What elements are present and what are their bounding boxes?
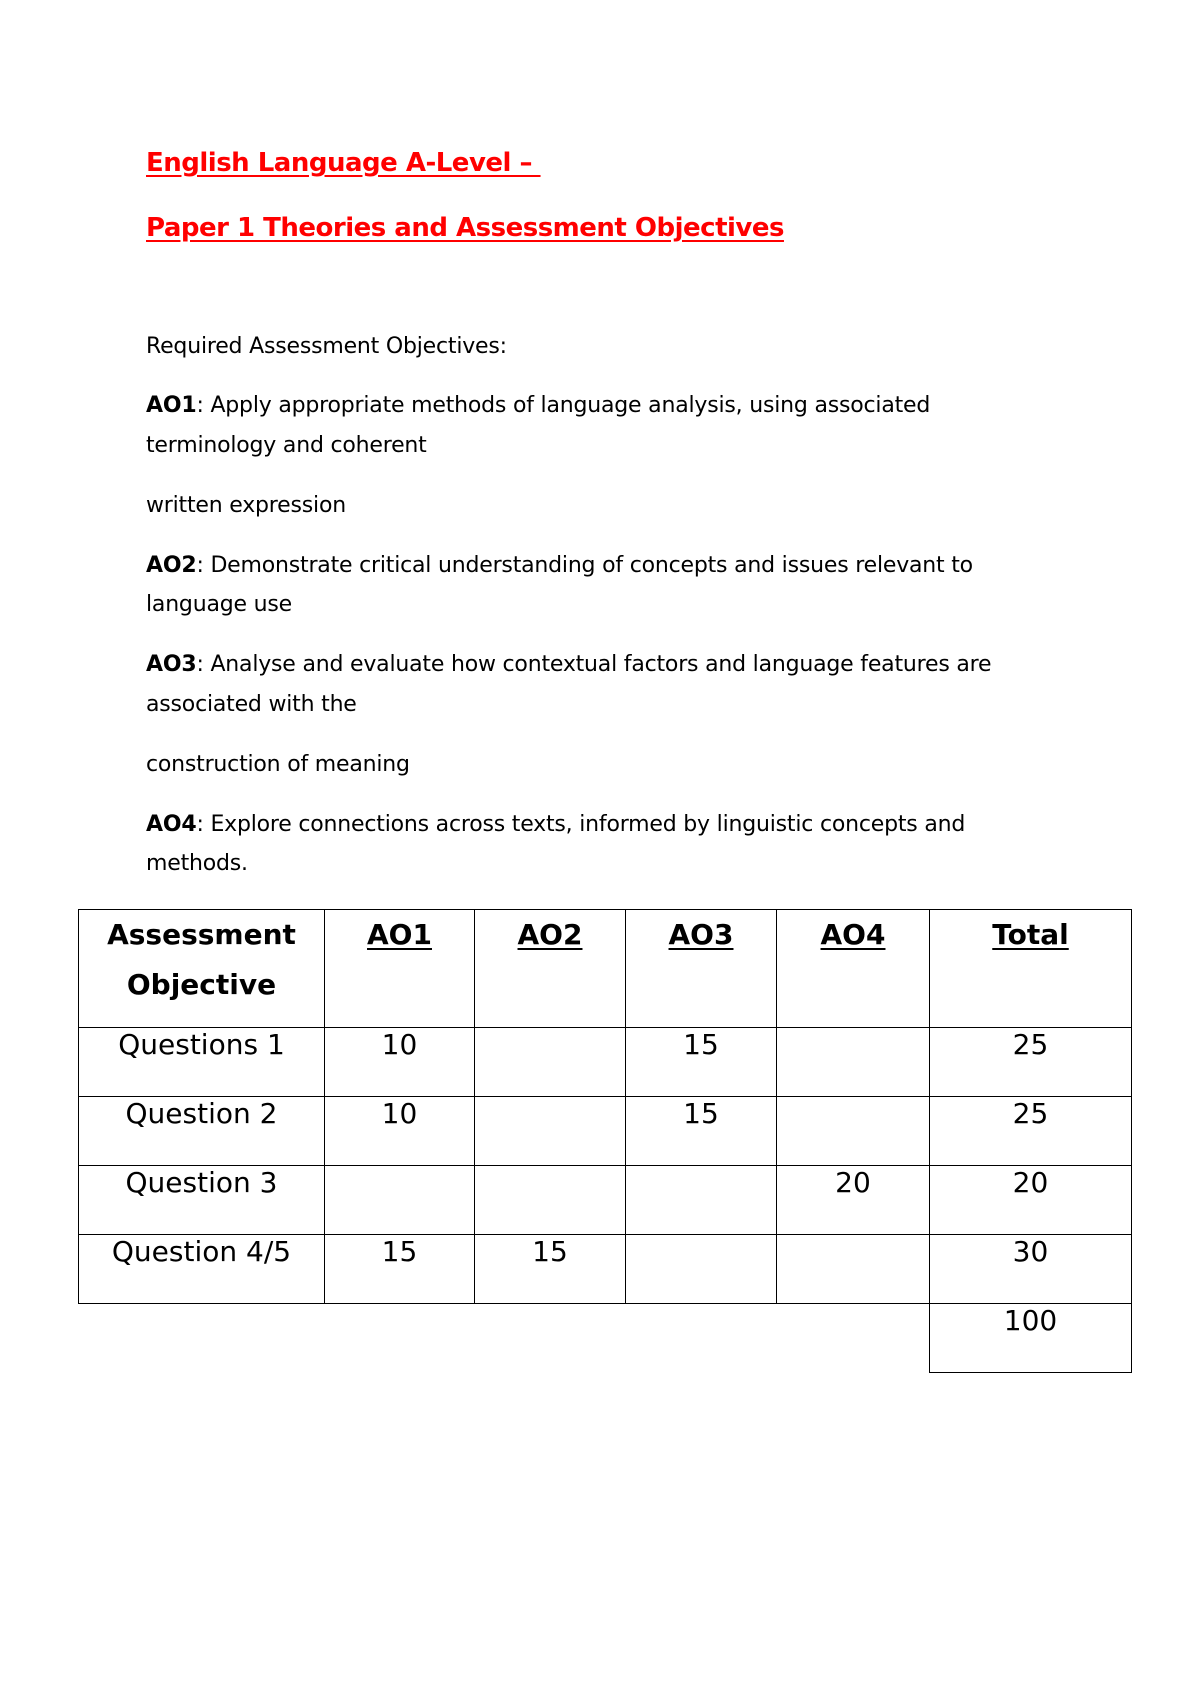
ao4-label: AO4: [146, 812, 197, 837]
ao3-description-line-3: construction of meaning: [146, 752, 410, 777]
ao2-description-line-1: [146, 553, 973, 578]
table-header-row: [79, 910, 1132, 1028]
grand-total-cell: 100: [930, 1304, 1132, 1373]
cell-ao2: [475, 1028, 626, 1097]
ao1-description-line-2: terminology and coherent: [146, 433, 427, 458]
ao4-description-line-1: [146, 812, 965, 837]
ao3-label: AO3: [146, 652, 197, 677]
header-total: Total: [930, 910, 1132, 1028]
row-question-name: Question 4/5: [79, 1235, 325, 1304]
ao4-description-line-2: methods.: [146, 851, 248, 876]
table-row: [79, 1028, 1132, 1097]
cell-ao4: [777, 1097, 930, 1166]
ao2-label: AO2: [146, 553, 197, 578]
header-objective-line-1: Assessment: [107, 918, 296, 951]
ao3-text: : Analyse and evaluate how contextual factors and language features are: [196, 652, 992, 677]
header-assessment-objective: [79, 910, 325, 1028]
ao3-description-line-1: [146, 652, 991, 677]
ao1-label: AO1: [146, 393, 197, 418]
table-row: [79, 1235, 1132, 1304]
header-ao2: AO2: [475, 910, 626, 1028]
cell-ao1: 10: [325, 1097, 475, 1166]
ao1-text: : Apply appropriate methods of language analysis, using associated: [196, 393, 931, 418]
row-question-name: Question 3: [79, 1166, 325, 1235]
document-title-line-1: English Language A-Level –: [146, 148, 541, 178]
cell-ao1: [325, 1166, 475, 1235]
cell-total: 20: [930, 1166, 1132, 1235]
ao2-description-line-2: language use: [146, 592, 292, 617]
cell-ao1: 10: [325, 1028, 475, 1097]
row-question-name: Question 2: [79, 1097, 325, 1166]
table-row: [79, 1097, 1132, 1166]
header-objective-line-2: Objective: [126, 968, 277, 1001]
cell-ao2: [475, 1097, 626, 1166]
cell-ao4: 20: [777, 1166, 930, 1235]
cell-ao1: 15: [325, 1235, 475, 1304]
cell-ao3: 15: [626, 1097, 777, 1166]
ao1-description-line-3: written expression: [146, 493, 346, 518]
cell-ao3: [626, 1166, 777, 1235]
ao4-text: : Explore connections across texts, informed by linguistic concepts and: [196, 812, 966, 837]
cell-total: 30: [930, 1235, 1132, 1304]
header-ao3: AO3: [626, 910, 777, 1028]
row-question-name: Questions 1: [79, 1028, 325, 1097]
cell-total: 25: [930, 1028, 1132, 1097]
grand-total-row: [79, 1304, 1132, 1373]
cell-ao3: 15: [626, 1028, 777, 1097]
document-title-line-2: Paper 1 Theories and Assessment Objectives: [146, 213, 784, 243]
objectives-intro: Required Assessment Objectives:: [146, 334, 507, 359]
cell-ao2: 15: [475, 1235, 626, 1304]
cell-ao4: [777, 1235, 930, 1304]
marks-table: [78, 909, 1132, 1373]
ao1-description-line-1: [146, 393, 930, 418]
cell-ao4: [777, 1028, 930, 1097]
header-ao1: AO1: [325, 910, 475, 1028]
header-ao4: AO4: [777, 910, 930, 1028]
cell-ao2: [475, 1166, 626, 1235]
table-row: [79, 1166, 1132, 1235]
ao3-description-line-2: associated with the: [146, 692, 357, 717]
cell-total: 25: [930, 1097, 1132, 1166]
grand-total-spacer: [79, 1304, 930, 1373]
cell-ao3: [626, 1235, 777, 1304]
ao2-text: : Demonstrate critical understanding of concepts and issues relevant to: [196, 553, 973, 578]
